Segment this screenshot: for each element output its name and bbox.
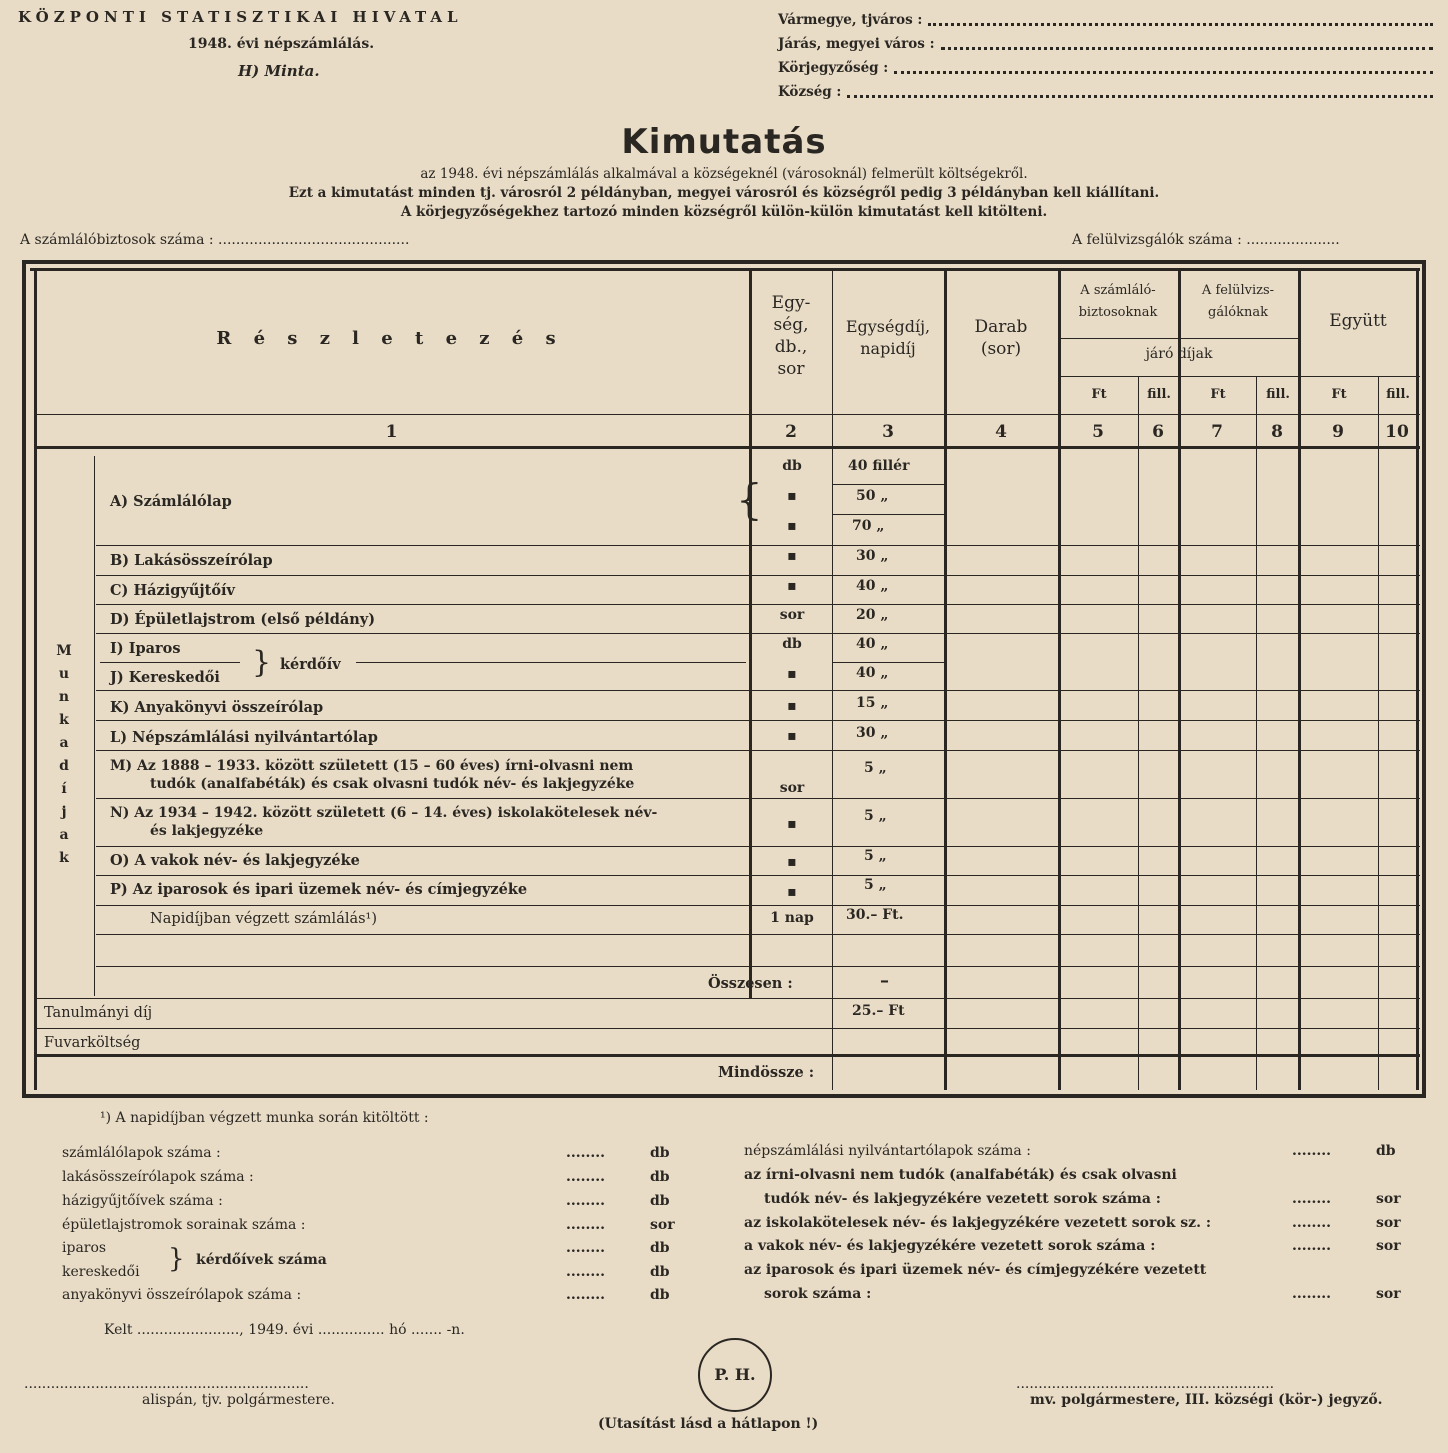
col-number: 2 <box>785 422 797 442</box>
col-number: 10 <box>1385 422 1409 442</box>
footnote-item-unit: db <box>650 1287 670 1303</box>
col-header-together: Együtt <box>1329 311 1387 331</box>
unit-cell: sor <box>779 607 805 623</box>
footnote-item-label: kereskedői <box>62 1264 140 1280</box>
price-cell: 5 „ <box>864 760 887 776</box>
footnote-item-blank[interactable]: ........ <box>1292 1215 1331 1231</box>
footnote-item-unit: db <box>650 1169 670 1185</box>
vertical-letter: a <box>59 827 69 843</box>
vertical-letter: u <box>58 666 70 682</box>
footnote-item-unit: db <box>650 1240 670 1256</box>
price-cell: 40 fillér <box>848 458 910 474</box>
price-cell: 70 „ <box>852 518 885 534</box>
col-header-details: R é s z l e t e z é s <box>216 328 564 349</box>
price-cell: 30 „ <box>856 548 889 564</box>
footnote-item-blank[interactable]: ........ <box>566 1145 605 1161</box>
footnote-item-label: az iskolakötelesek név- és lakjegyzékére vezetett sorok sz. : <box>744 1215 1212 1231</box>
subtitle-line: Ezt a kimutatást minden tj. városról 2 példányban, megyei városról és községről pedig 3 példányban kell kiállítani. <box>288 185 1160 201</box>
footnote-item-label: a vakok név- és lakjegyzékére vezetett sorok száma : <box>744 1238 1156 1254</box>
signature-line-right[interactable]: .......................................................... <box>1016 1376 1275 1392</box>
footnote-item-label: házigyűjtőívek száma : <box>62 1193 223 1209</box>
footnote-item-blank[interactable]: ........ <box>1292 1191 1331 1207</box>
row-label: Napidíjban végzett számlálás¹) <box>150 911 378 927</box>
col-header-fill: fill. <box>1266 387 1290 402</box>
footnote-item-label: anyakönyvi összeírólapok száma : <box>62 1287 302 1303</box>
vertical-letter: d <box>59 758 69 774</box>
vertical-letter: a <box>59 735 69 751</box>
row-label: D) Épületlajstrom (első példány) <box>110 611 376 628</box>
footnote-item-unit: db <box>650 1264 670 1280</box>
col-number: 6 <box>1152 422 1164 442</box>
unit-cell: sor <box>779 780 805 796</box>
unit-cell: 1 nap <box>770 910 814 926</box>
unit-cell: db <box>782 458 802 474</box>
price-cell: 40 „ <box>856 665 889 681</box>
unit-cell: ▪ <box>787 854 797 870</box>
footnote-item-unit: db <box>650 1193 670 1209</box>
row-label-cont: és lakjegyzéke <box>150 823 264 839</box>
unit-cell: ▪ <box>787 816 797 832</box>
unit-cell: ▪ <box>787 666 797 682</box>
questionnaire-label: kérdőív <box>280 656 341 673</box>
unit-cell: ▪ <box>787 518 797 534</box>
footnote-item-label: az írni-olvasni nem tudók (analfabéták) és csak olvasni <box>744 1167 1177 1183</box>
row-label: O) A vakok név- és lakjegyzéke <box>110 852 360 869</box>
footnote-item-blank[interactable]: ........ <box>1292 1143 1331 1159</box>
row-label: L) Népszámlálási nyilvántartólap <box>110 729 378 746</box>
unit-cell: ▪ <box>787 578 797 594</box>
col-header-reviewers: A felülvizs- gálóknak <box>1201 283 1275 320</box>
row-label: C) Házigyűjtőív <box>110 582 235 599</box>
row-label: B) Lakásösszeírólap <box>110 552 273 569</box>
row-label: A) Számlálólap <box>110 493 232 510</box>
footnote-item-label: lakásösszeírólapok száma : <box>62 1169 254 1185</box>
footnote-item-unit: sor <box>1376 1191 1401 1207</box>
footnote-item-unit: sor <box>1376 1215 1401 1231</box>
footnote-item-unit: db <box>650 1145 670 1161</box>
footnote-item-label: iparos <box>62 1240 107 1256</box>
location-field[interactable]: Körjegyzőség : <box>778 56 1433 80</box>
footnote-item-label: épületlajstromok sorainak száma : <box>62 1217 306 1233</box>
footnote-item-blank[interactable]: ........ <box>566 1193 605 1209</box>
footnote-item-blank[interactable]: ........ <box>566 1240 605 1256</box>
vertical-letter: k <box>59 712 69 728</box>
location-fields <box>778 8 1433 104</box>
footnote-item-label: sorok száma : <box>764 1286 872 1302</box>
row-label: J) Kereskedői <box>110 669 220 686</box>
footnote-item-unit: db <box>1376 1143 1396 1159</box>
study-fee-label: Tanulmányi díj <box>44 1005 153 1021</box>
brace: { <box>736 475 763 524</box>
footnote-item-blank[interactable]: ........ <box>566 1264 605 1280</box>
footnote-item-label: számlálólapok száma : <box>62 1145 221 1161</box>
row-label-cont: tudók (analfabéták) és csak olvasni tudók név- és lakjegyzéke <box>150 776 635 792</box>
transport-cost-label: Fuvarköltség <box>44 1035 141 1051</box>
brace: } <box>168 1244 185 1274</box>
signature-left-title: alispán, tjv. polgármestere. <box>142 1392 335 1408</box>
header-left <box>18 8 538 80</box>
col-header-ft: Ft <box>1091 387 1107 402</box>
col-number: 5 <box>1092 422 1104 442</box>
footnote-item-blank[interactable]: ........ <box>1292 1238 1331 1254</box>
price-cell: 30 „ <box>856 725 889 741</box>
questionnaires-count-label: kérdőívek száma <box>196 1252 327 1268</box>
location-field[interactable]: Község : <box>778 80 1433 104</box>
row-label: M) Az 1888 – 1933. között született (15 – 60 éves) írni-olvasni nem <box>110 758 634 774</box>
unit-cell: ▪ <box>787 884 797 900</box>
subtitle-line: A körjegyzőségekhez tartozó minden községről külön-külön kimutatást kell kitölteni. <box>400 204 1048 220</box>
signature-line-left[interactable]: ................................................................ <box>24 1376 309 1392</box>
footnote-item-label: az iparosok és ipari üzemek név- és címjegyzékére vezetett <box>744 1262 1207 1278</box>
subtotal-label: Összesen : <box>708 975 793 992</box>
unit-cell: ▪ <box>787 488 797 504</box>
col-header-quantity: Darab (sor) <box>974 317 1028 359</box>
col-number: 8 <box>1271 422 1283 442</box>
reviewers-count[interactable]: A felülvizsgálók száma : ..................... <box>1072 232 1340 248</box>
enumerators-count[interactable]: A számlálóbiztosok száma : ........................................... <box>20 232 410 248</box>
location-field[interactable]: Járás, megyei város : <box>778 32 1433 56</box>
col-header-unit: Egy- ség, db., sor <box>771 293 811 379</box>
vertical-label-fees <box>52 640 76 870</box>
row-label: N) Az 1934 – 1942. között született (6 – 14. éves) iskolakötelesek név- <box>110 805 658 821</box>
vertical-letter: j <box>61 804 67 820</box>
row-label: K) Anyakönyvi összeírólap <box>110 699 324 716</box>
seal-stamp: P. H. <box>698 1338 772 1412</box>
subtitle-line: az 1948. évi népszámlálás alkalmával a községeknél (városoknál) felmerült költségekről. <box>420 166 1028 182</box>
page-title: Kimutatás <box>621 122 827 162</box>
vertical-letter: k <box>59 850 69 866</box>
col-number: 4 <box>995 422 1007 442</box>
price-cell: 20 „ <box>856 607 889 623</box>
price-cell: 5 „ <box>864 808 887 824</box>
unit-cell: ▪ <box>787 698 797 714</box>
price-cell: 50 „ <box>856 488 889 504</box>
vertical-letter: M <box>56 643 72 659</box>
footnote-item-label: népszámlálási nyilvántartólapok száma : <box>744 1143 1031 1159</box>
footnote-item-unit: sor <box>1376 1238 1401 1254</box>
col-header-ft: Ft <box>1210 387 1226 402</box>
col-number: 3 <box>882 422 894 442</box>
location-field[interactable]: Vármegye, tjváros : <box>778 8 1433 32</box>
census-name: 1948. évi népszámlálás. <box>188 36 375 52</box>
row-label: I) Iparos <box>110 640 181 657</box>
footnote-title: ¹) A napidíjban végzett munka során kitöltött : <box>100 1110 429 1126</box>
col-number: 1 <box>385 422 398 442</box>
unit-cell: ▪ <box>787 548 797 564</box>
col-header-fees: járó díjak <box>1145 346 1213 362</box>
footnote-item-blank[interactable]: ........ <box>566 1169 605 1185</box>
footnote-item-blank[interactable]: ........ <box>566 1217 605 1233</box>
vertical-letter: í <box>61 781 67 797</box>
brace: } <box>252 645 272 680</box>
price-cell: 40 „ <box>856 636 889 652</box>
price-cell: 30.– Ft. <box>846 907 904 923</box>
col-header-enumerators: A számláló- biztosoknak <box>1078 283 1158 320</box>
col-number: 9 <box>1332 422 1344 442</box>
sample-label: H) Minta. <box>238 62 320 80</box>
footnote-item-blank[interactable]: ........ <box>566 1287 605 1303</box>
footnote-item-unit: sor <box>650 1217 675 1233</box>
price-cell: 5 „ <box>864 848 887 864</box>
col-header-ft: Ft <box>1331 387 1347 402</box>
col-header-unit-price: Egységdíj, napidíj <box>845 317 931 358</box>
footnote-item-blank[interactable]: ........ <box>1292 1286 1331 1302</box>
grand-total-label: Mindössze : <box>718 1064 815 1081</box>
price-cell: 40 „ <box>856 578 889 594</box>
col-number: 7 <box>1211 422 1223 442</box>
office-name: KÖZPONTI STATISZTIKAI HIVATAL <box>18 8 463 26</box>
unit-cell: db <box>782 636 802 652</box>
col-header-fill: fill. <box>1386 387 1410 402</box>
footnote-item-label: tudók név- és lakjegyzékére vezetett sorok száma : <box>764 1191 1161 1207</box>
col-header-fill: fill. <box>1147 387 1171 402</box>
study-fee-price: 25.– Ft <box>852 1003 905 1019</box>
subtotal-dash: – <box>880 970 889 991</box>
instructions-note: (Utasítást lásd a hátlapon !) <box>598 1416 819 1432</box>
footnote-item-unit: sor <box>1376 1286 1401 1302</box>
price-cell: 15 „ <box>856 695 889 711</box>
date-line[interactable]: Kelt ......................., 1949. évi ............... hó ....... -n. <box>104 1322 465 1338</box>
row-label: P) Az iparosok és ipari üzemek név- és címjegyzéke <box>110 881 528 898</box>
signature-right-title: mv. polgármestere, III. községi (kör-) jegyző. <box>1030 1392 1383 1408</box>
vertical-letter: n <box>58 689 70 705</box>
price-cell: 5 „ <box>864 877 887 893</box>
unit-cell: ▪ <box>787 728 797 744</box>
